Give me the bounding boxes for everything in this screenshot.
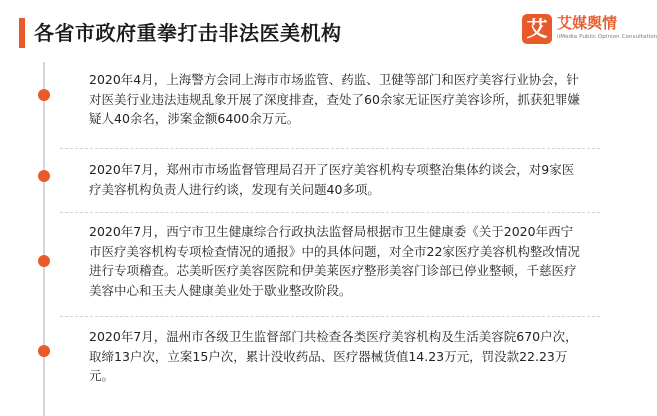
- entry-divider: [60, 212, 600, 213]
- timeline-dot: [38, 345, 50, 357]
- timeline-entry: 2020年7月，西宁市卫生健康综合行政执法监督局根据市卫生健康委《关于2020年西宁市医疗美容机构专项检查情况的通报》中的具体问题，对全市22家医疗美容机构整改情况进行专项稽查。芯美昕医疗美容医院和伊美莱医疗整形美容门诊部已停业整顿，千慈医疗美容中心和玉夫人健康美业处于歇业整改阶段。: [89, 224, 580, 298]
- timeline-entry: 2020年7月，温州市各级卫生监督部门共检查各类医疗美容机构及生活美容院670户次，取缔13户次，立案15户次，累计没收药品、医疗器械货值14.23万元，罚没款22.23万元。: [89, 329, 578, 383]
- timeline-line: [43, 62, 45, 416]
- timeline-dot: [38, 170, 50, 182]
- logo-tagline: iiMedia Public Opinion Consultation: [557, 34, 657, 40]
- timeline-dot: [38, 255, 50, 267]
- entry-divider: [60, 148, 600, 149]
- timeline-entry: 2020年4月，上海警方会同上海市市场监管、药监、卫健等部门和医疗美容行业协会，针对医美行业违法违规乱象开展了深度排查，查处了60余家无证医疗美容诊所，抓获犯罪嫌疑人40余名，涉案金额6400余万元。: [89, 72, 580, 126]
- entry-divider: [60, 316, 600, 317]
- page-title: 各省市政府重拳打击非法医美机构: [34, 21, 342, 45]
- brand-logo: [522, 12, 657, 52]
- title-accent-bar: [19, 18, 25, 48]
- logo-name: 艾媒舆情: [557, 14, 618, 32]
- logo-mark-icon: 艾: [522, 14, 552, 44]
- timeline-entry: 2020年7月，郑州市市场监督管理局召开了医疗美容机构专项整治集体约谈会，对9家医疗美容机构负责人进行约谈，发现有关问题40多项。: [89, 162, 575, 197]
- timeline-dot: [38, 89, 50, 101]
